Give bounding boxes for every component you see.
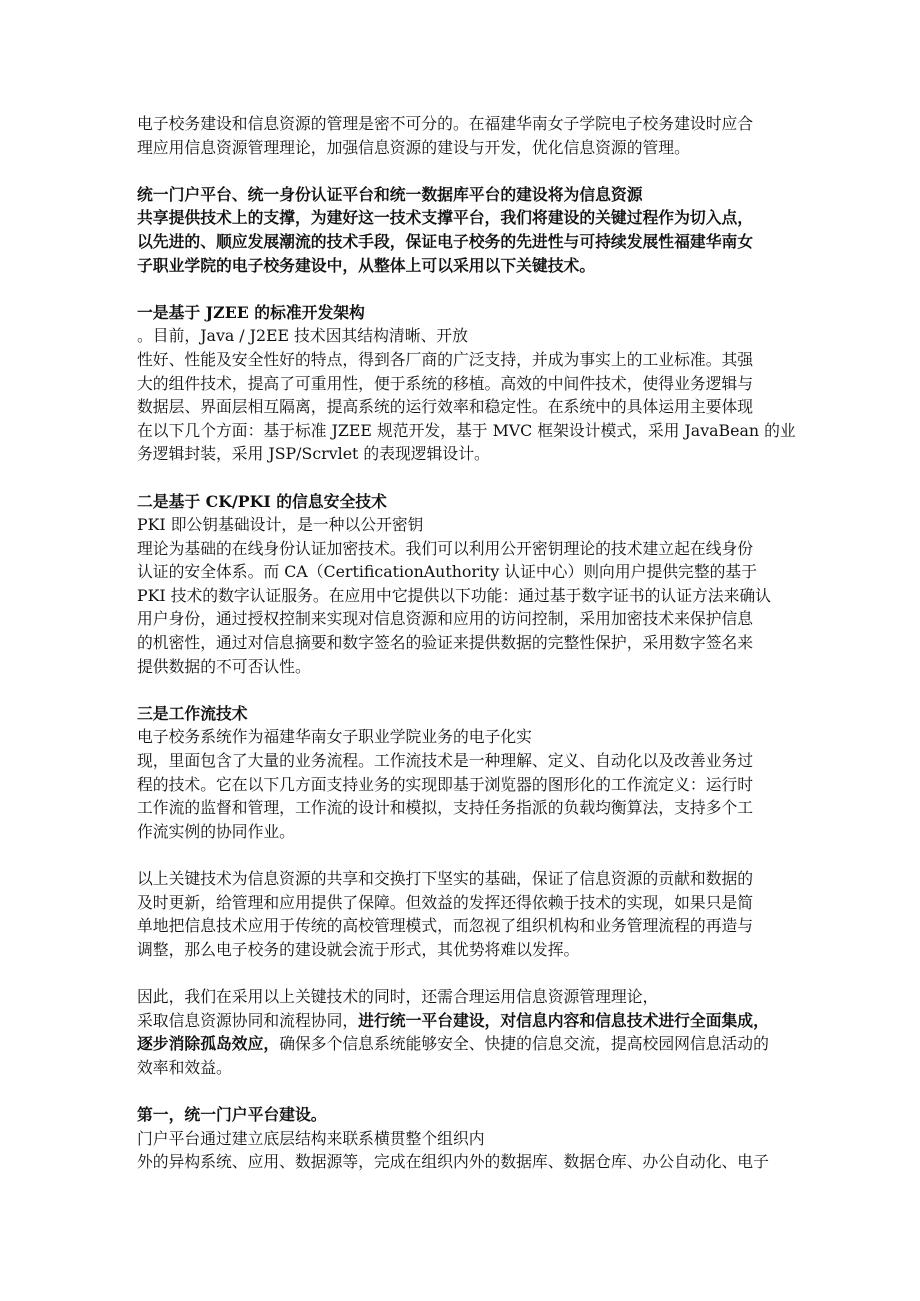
paragraph: [137, 1103, 883, 1174]
text-run: PKI 即公钥基础设计，是一种以公开密钥: [137, 515, 424, 535]
text-run: 的机密性，通过对信息摘要和数字签名的验证来提供数据的完整性保护，采用数字签名来: [137, 633, 754, 653]
bold-text-run: 第一，统一门户平台建设。: [137, 1104, 327, 1124]
text-line: [137, 867, 883, 891]
text-line: [137, 820, 883, 844]
text-line: [137, 136, 883, 160]
text-run: 作流实例的协同作业。: [137, 821, 295, 841]
text-run: 确保多个信息系统能够安全、快捷的信息交流，提高校园网信息活动的: [279, 1034, 769, 1054]
text-line: [137, 513, 883, 537]
text-run: PKI 技术的数字认证服务。在应用中它提供以下功能：通过基于数字证书的认证方法来确认: [137, 585, 771, 605]
text-run: 门户平台通过建立底层结构来联系横贯整个组织内: [137, 1128, 485, 1148]
text-run: 效率和效益。: [137, 1057, 232, 1077]
bold-text-run: 以先进的、顺应发展潮流的技术手段，保证电子校务的先进性与可持续发展性福建华南女: [137, 231, 754, 251]
text-run: 采取信息资源协同和流程协同，: [137, 1010, 359, 1030]
paragraph: [137, 867, 883, 961]
text-line: [137, 607, 883, 631]
text-line: [137, 395, 883, 419]
text-line: [137, 702, 883, 726]
bold-text-run: 二是基于 CK/PKI 的信息安全技术: [137, 491, 387, 511]
text-run: 。目前，Java / J2EE 技术因其结构清晰、开放: [137, 326, 468, 346]
bold-text-run: 一是基于 JZEE 的标准开发架构: [137, 302, 365, 322]
text-run: 单地把信息技术应用于传统的高校管理模式，而忽视了组织机构和业务管理流程的再造与: [137, 916, 754, 936]
paragraph: [137, 490, 883, 679]
paragraph: [137, 112, 883, 159]
text-line: [137, 419, 883, 443]
text-run: 外的异构系统、应用、数据源等，完成在组织内外的数据库、数据仓库、办公自动化、电子: [137, 1152, 769, 1172]
paragraph: [137, 183, 883, 277]
text-run: 数据层、界面层相互隔离，提高系统的运行效率和稳定性。在系统中的具体运用主要体现: [137, 397, 754, 417]
text-run: 务逻辑封装，采用 JSP/Scrvlet 的表现逻辑设计。: [137, 444, 490, 464]
text-line: [137, 254, 883, 278]
text-line: [137, 584, 883, 608]
text-run: 理论为基础的在线身份认证加密技术。我们可以利用公开密钥理论的技术建立起在线身份: [137, 538, 754, 558]
text-line: [137, 372, 883, 396]
text-line: [137, 891, 883, 915]
text-line: [137, 348, 883, 372]
text-line: [137, 1009, 883, 1033]
text-line: [137, 324, 883, 348]
text-run: 及时更新，给管理和应用提供了保障。但效益的发挥还得依赖于技术的实现，如果只是简: [137, 892, 754, 912]
text-line: [137, 183, 883, 207]
text-run: 工作流的监督和管理，工作流的设计和模拟，支持任务指派的负载均衡算法，支持多个工: [137, 798, 754, 818]
text-line: [137, 1032, 883, 1056]
paragraph: [137, 702, 883, 844]
bold-text-run: 统一门户平台、统一身份认证平台和统一数据库平台的建设将为信息资源: [137, 184, 643, 204]
text-line: [137, 938, 883, 962]
document-page: [137, 112, 883, 1197]
text-run: 程的技术。它在以下几方面支持业务的实现即基于浏览器的图形化的工作流定义：运行时: [137, 774, 754, 794]
text-line: [137, 537, 883, 561]
text-run: 性好、性能及安全性好的特点，得到各厂商的广泛支持，并成为事实上的工业标准。其强: [137, 349, 754, 369]
text-run: 以上关键技术为信息资源的共享和交换打下坚实的基础，保证了信息资源的贡献和数据的: [137, 869, 754, 888]
bold-text-run: 共享提供技术上的支撑，为建好这一技术支撑平台，我们将建设的关键过程作为切入点，: [137, 208, 754, 228]
text-line: [137, 1150, 883, 1174]
paragraph: [137, 985, 883, 1079]
text-line: [137, 230, 883, 254]
text-line: [137, 560, 883, 584]
text-line: [137, 1056, 883, 1080]
text-run: 电子校务建设和信息资源的管理是密不可分的。在福建华南女子学院电子校务建设时应合: [137, 114, 754, 133]
paragraph: [137, 301, 883, 466]
text-line: [137, 301, 883, 325]
bold-text-run: 逐步消除孤岛效应，: [137, 1034, 280, 1054]
text-run: 在以下几个方面：基于标准 JZEE 规范开发，基于 MVC 框架设计模式，采用 JavaBean 的业: [137, 420, 796, 440]
text-run: 调整，那么电子校务的建设就会流于形式，其优势将难以发挥。: [137, 939, 580, 959]
text-run: 现，里面包含了大量的业务流程。工作流技术是一种理解、定义、自动化以及改善业务过: [137, 751, 754, 771]
text-run: 电子校务系统作为福建华南女子职业学院业务的电子化实: [137, 727, 532, 747]
bold-text-run: 三是工作流技术: [137, 703, 248, 723]
text-line: [137, 725, 883, 749]
text-line: [137, 749, 883, 773]
bold-text-run: 进行统一平台建设，对信息内容和信息技术进行全面集成，: [358, 1010, 769, 1030]
text-line: [137, 631, 883, 655]
text-run: 理应用信息资源管理理论，加强信息资源的建设与开发，优化信息资源的管理。: [137, 137, 690, 157]
text-run: 认证的安全体系。而 CA（CertificationAuthority 认证中心）则向用户提供完整的基于: [137, 562, 758, 582]
text-run: 因此，我们在采用以上关键技术的同时，还需合理运用信息资源管理理论，: [137, 986, 659, 1006]
bold-text-run: 子职业学院的电子校务建设中，从整体上可以采用以下关键技术。: [137, 255, 596, 275]
text-line: [137, 914, 883, 938]
text-line: [137, 985, 883, 1009]
text-run: 大的组件技术，提高了可重用性，便于系统的移植。高效的中间件技术，使得业务逻辑与: [137, 373, 754, 393]
text-run: 用户身份，通过授权控制来实现对信息资源和应用的访问控制，采用加密技术来保护信息: [137, 609, 754, 629]
text-line: [137, 206, 883, 230]
text-line: [137, 490, 883, 514]
text-line: [137, 773, 883, 797]
text-line: [137, 655, 883, 679]
text-line: [137, 112, 883, 136]
text-line: [137, 1103, 883, 1127]
text-run: 提供数据的不可否认性。: [137, 656, 311, 676]
text-line: [137, 1127, 883, 1151]
text-line: [137, 442, 883, 466]
text-line: [137, 796, 883, 820]
